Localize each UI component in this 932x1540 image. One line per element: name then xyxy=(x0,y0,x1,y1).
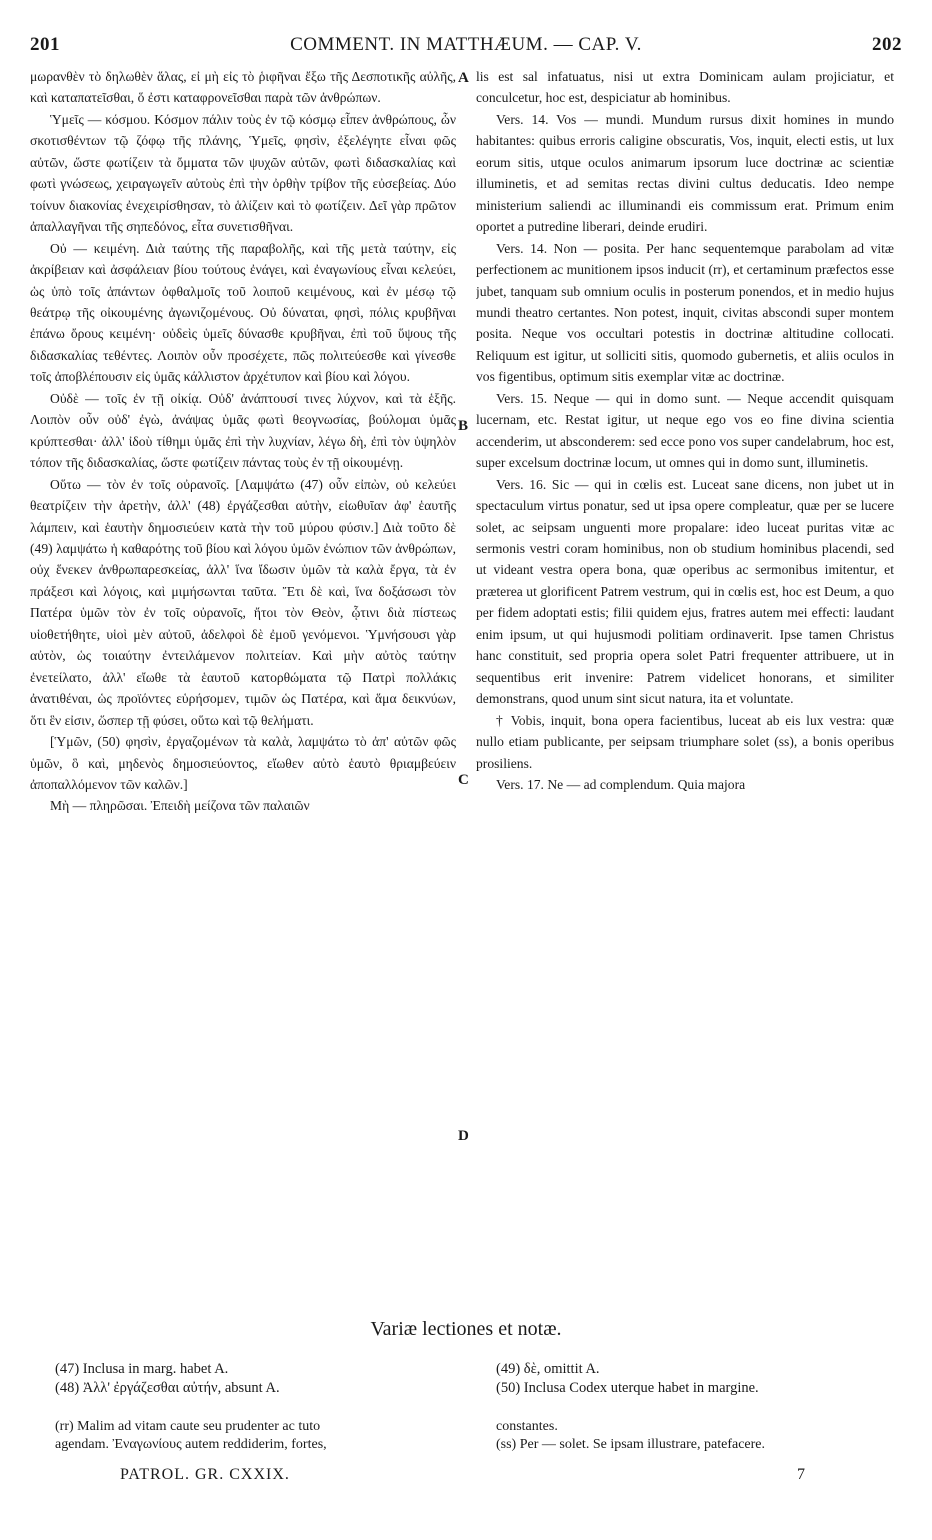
series-label: PATROL. GR. CXXIX. xyxy=(120,1466,290,1483)
latin-paragraph: Vers. 14. Non — posita. Per hanc sequentemque parabolam ad vitæ perfectionem ac munitionem ipsos inducit (rr), et certaminum præfectos esse jubet, tanquam sub omnium oculis in posterum ponendos, et in medio hujus mundi theatro certantes. Non potest, inquit, civitas abscondi super montem posita. Neque vos occultari potestis in doctrinæ altitudine collocati. Reliquum est igitur, ut solliciti sitis, quomodo gubernetis, et aliis oculos in vos figentibus, optimum sitis exemplar vitæ ac doctrinæ. xyxy=(476,240,894,385)
variant-note: (50) Inclusa Codex uterque habet in margine. xyxy=(496,1380,759,1396)
greek-paragraph: μωρανθὲν τὸ δηλωθὲν ἅλας, εἰ μὴ εἰς τὸ ῥιφῆναι ἔξω τῆς Δεσποτικῆς αὐλῆς, καὶ καταπατεῖσθαι, ὅ ἐστι καταφρονεῖσθαι παρὰ τῶν ἀνθρώπων. xyxy=(30,69,456,106)
margin-letter-b: B xyxy=(458,418,469,434)
latin-paragraph: lis est sal infatuatus, nisi ut extra Dominicam aulam projiciatur, et conculcetur, hoc est, despiciatur ab hominibus. xyxy=(476,69,894,106)
page-footer xyxy=(0,1466,932,1488)
latin-paragraph: Vers. 15. Neque — qui in domo sunt. — Neque accendit quisquam lucernam, etc. Restat igitur, ut neque ego vos eo fine divina scientia accenderim, ut absconderem: sed ecce pono vos super candelabrum, hoc est, super excelsum doctrinæ locum, ut omnes qui in domo sunt, illuminetis. xyxy=(476,390,894,471)
running-title: COMMENT. IN MATTHÆUM. — CAP. V. xyxy=(290,34,642,55)
right-page-number: 202 xyxy=(872,34,902,55)
variant-notes-left xyxy=(55,1360,465,1398)
left-page-number: 201 xyxy=(30,34,60,55)
margin-letter-a: A xyxy=(458,70,469,86)
greek-paragraph: Οὐδὲ — τοῖς ἐν τῇ οἰκίᾳ. Οὐδ' ἀνάπτουσί τινες λύχνον, καὶ τὰ ἑξῆς. Λοιπὸν οὖν οὐδ' ἐγὼ, ἀνάψας ὑμᾶς φωτὶ θεογνωσίας, βούλομαι ὑμᾶς κρύπτεσθαι· ἀλλ' ἰδοὺ τίθημι ὑμᾶς ἐπὶ τὴν λυχνίαν, λέγω δὴ, ἐπὶ τὸν ὑψηλὸν τόπον τῆς διδασκαλίας, ὥστε φωτίζειν πάντας τοὺς ἐν τῇ οἰκουμένῃ. xyxy=(30,390,456,471)
notes-heading: Variæ lectiones et notæ. xyxy=(370,1318,562,1340)
variant-note: (47) Inclusa in marg. habet A. xyxy=(55,1361,229,1377)
variant-note: (48) Ἀλλ' ἐργάζεσθαι αὐτήν, absunt A. xyxy=(55,1380,280,1396)
footnote-line: (ss) Per — solet. Se ipsam illustrare, patefacere. xyxy=(496,1437,766,1452)
latin-paragraph: Vers. 16. Sic — qui in cœlis est. Luceat sane dicens, non jubet ut in spectaculum virtus ponatur, sed ut ipsa opere compleatur, quæ per se lucere solet, ac seipsam unguenti more propalare: ideo luceat puritas vitæ ac sermonis vestri coram hominibus, non ob studium hominibus placendi, sed ut videant vestra opera bona, quæ operibus ac sermonibus imitentur, et præterea ut glorificent Patrem vestrum, qui in cœlis est, hoc est Deum, a quo per fidem adoptati estis; filii quidem ejus, fratres autem mei effecti: laudant enim ipsum, ut qui hujusmodi politiam ordinaverit. Ipse tamen Christus hanc constituit, sed propria opera solet Patri frequenter attribuere, ut in sequentibus erit invenire: Patrem videlicet honorans, et similiter demonstrans, quod unum sint sicut natura, ita et voluntate. xyxy=(476,476,894,707)
footnotes-right xyxy=(496,1418,906,1454)
greek-paragraph: Οὐ — κειμένη. Διὰ ταύτης τῆς παραβολῆς, καὶ τῆς μετὰ ταύτην, εἰς ἀκρίβειαν καὶ ἀσφάλειαν βίου τούτους ἐνάγει, καὶ ἐναγωνίους εἶναι κελεύει, ὡς ὑπὸ τοῖς ἁπάντων ὀφθαλμοῖς τοῦ λοιποῦ κειμένους, καὶ ἐν μέσῳ τῷ θεάτρῳ τῆς οἰκουμένης ἀγωνιζομένους. Οὐ δύναται, φησὶ, πόλις κρυβῆναι ἐπάνω ὄρους κειμένη· οὐδεὶς ὑμεῖς δύνασθε κρυβῆναι, ἐπὶ τοῦ ὕψους τῆς διδασκαλίας τεθέντες. Λοιπὸν οὖν προσέχετε, πῶς πολιτεύεσθε καὶ γίνεσθε τοῖς ἀποβλέπουσιν εἰς ὑμᾶς κάλλιστον ἀρχέτυπον καὶ βίου καὶ λόγου. xyxy=(30,240,456,385)
footnote-line: constantes. xyxy=(496,1419,558,1434)
variant-notes-right xyxy=(496,1360,906,1398)
greek-paragraph: [Ὑμῶν, (50) φησὶν, ἐργαζομένων τὰ καλὰ, λαμψάτω τὸ ἀπ' αὐτῶν φῶς ὑμῶν, ὃ καὶ, μηδενὸς δημοσιεύοντος, εἴωθεν αὐτὸ ἑαυτὸ θριαμβεύειν ἀποπαλλόμενον τῶν καλῶν.] xyxy=(30,734,456,792)
variant-note: (49) δὲ, omittit A. xyxy=(496,1361,600,1377)
signature-mark: 7 xyxy=(797,1466,805,1483)
greek-paragraph: Ὑμεῖς — κόσμου. Κόσμον πάλιν τοὺς ἐν τῷ κόσμῳ εἶπεν ἀνθρώπους, ὧν σκοτισθέντων τῷ ζόφῳ τῆς πλάνης, Ὑμεῖς, φησὶν, ἐξελέγητε εἶναι φῶς αὐτῶν, ὥστε φωτίζειν τὰ ὄμματα τῶν ψυχῶν αὐτῶν, φωτὶ διδασκαλίας καὶ φωτὶ γνώσεως, χειραγωγεῖν αὐτοὺς ἐπὶ τὴν ὀρθὴν τρίβον τῆς εὐσεβείας. Δύο τοίνυν διακονίας ἐνεχειρίσθησαν, τὸ ἁλίζειν καὶ τὸ φωτίζειν. Δεῖ γὰρ πρῶτον ἀπαλλαγῆναι τῆς σηπεδόνος, εἶτα συνετισθῆναι. xyxy=(30,111,456,235)
footnotes-left xyxy=(55,1418,465,1454)
footnote-line: (rr) Malim ad vitam caute seu prudenter ac tuto xyxy=(55,1419,321,1434)
margin-letter-c: C xyxy=(458,772,469,788)
greek-column xyxy=(30,66,456,1296)
latin-paragraph: Vers. 14. Vos — mundi. Mundum rursus dixit homines in mundo habitantes: quibus erroris caligine obscuratis, Vos, inquit, electi estis, ut lux eorum sitis, utque oculos animarum ipsorum luce doctrinæ ac scientiæ illuminetis, et ad semitas rectas divini cultus deducatis. Ideo nempe ministerium saliendi ac illuminandi eis commissum erat. Primum enim oportet a putredine liberari, deinde erudiri. xyxy=(476,111,894,235)
footnote-line: agendam. Ἐναγωνίους autem reddiderim, fortes, xyxy=(55,1437,327,1452)
greek-paragraph: Μὴ — πληρῶσαι. Ἐπειδὴ μείζονα τῶν παλαιῶν xyxy=(50,798,310,814)
greek-paragraph: Οὕτω — τὸν ἐν τοῖς οὐρανοῖς. [Λαμψάτω (47) οὖν εἰπὼν, οὐ κελεύει θεατρίζειν τὴν ἀρετὴν, ἀλλ' (48) ἐργάζεσθαι αὐτὴν, εἰωθυῖαν ἀφ' ἑαυτῆς λάμπειν, καὶ ἑαυτὴν δημοσιεύειν κατὰ τὴν τοῦ μύρου φύσιν.] Διὰ τοῦτο δὲ (49) λαμψάτω ἡ καθαρότης τοῦ βίου καὶ λόγου ὑμῶν ἐνώπιον τῶν ἀνθρώπων, οὐχ ἕνεκεν ἀνθρωπαρεσκείας, ἀλλ' ἵνα ἴδωσιν ὑμῶν τὰ καλὰ ἔργα, τὰ ἐν πράξεσι καὶ λόγοις, καὶ μιμήσωνται ταῦτα. Ἔτι δὲ καὶ, ἵνα δοξάσωσι τὸν Πατέρα ὑμῶν τὸν ἐν τοῖς οὐρανοῖς, ἤτοι τὸν Θεὸν, ᾧτινι διὰ πίστεως υἱοθετήθητε, υἱοὶ μὲν αὐτοῦ, ἀδελφοὶ δὲ ἐμοῦ γενόμενοι. Ὑμνήσουσι γὰρ αὐτὸν, ὡς τοιαύτην ἐντειλάμενον πολιτείαν. Καὶ μὴν αὐτὸς ταύτην ἐνετείλατο, ἀλλ' εἴωθε τὰ ἑαυτοῦ κατορθώματα τῷ Πατρὶ πολλάκις ἀνατιθέναι, ὡς προϊόντες εὑρήσομεν, τιμῶν ὡς Πατέρα, καὶ ἅμα δεικνύων, ὅτι ἓν εἰσιν, ὥσπερ τῇ φύσει, οὕτω καὶ τῷ θελήματι. xyxy=(30,476,456,728)
latin-column xyxy=(476,66,894,1296)
margin-letter-d: D xyxy=(458,1128,469,1144)
latin-paragraph: † Vobis, inquit, bona opera facientibus, luceat ab eis lux vestra: quæ nullo etiam publicante, per seipsam triumphare solet (ss), a bonis operibus prosiliens. xyxy=(476,712,894,771)
latin-paragraph: Vers. 17. Ne — ad complendum. Quia majora xyxy=(496,776,746,792)
running-header xyxy=(30,34,902,60)
